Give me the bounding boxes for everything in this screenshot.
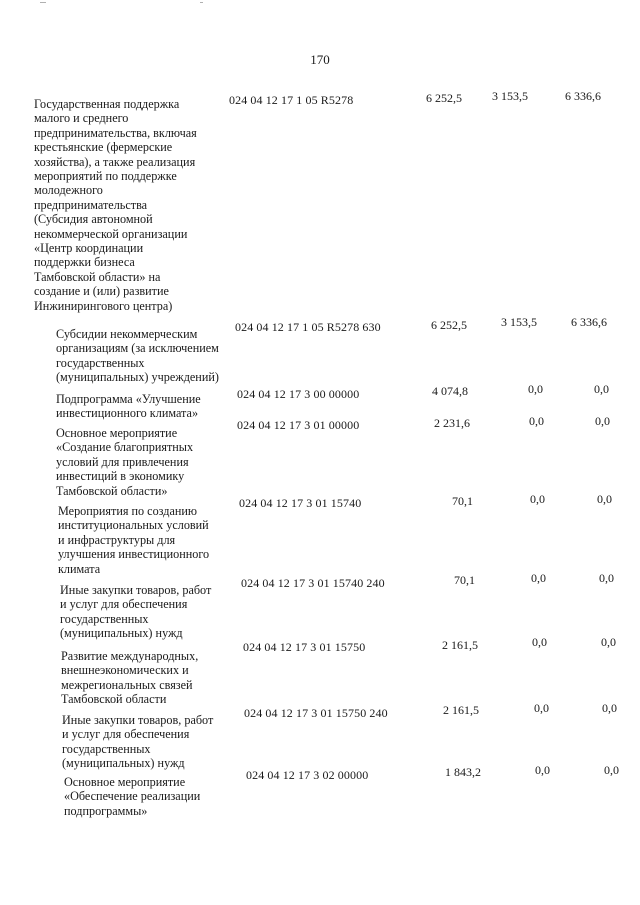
amount-year-2: 0,0 (528, 382, 543, 396)
row-code: 024 04 12 17 3 01 15750 (243, 640, 366, 654)
amount-year-3: 0,0 (594, 382, 609, 396)
row-name-line: Государственная поддержка (34, 97, 180, 111)
amount-year-3: 0,0 (595, 414, 610, 428)
row-name-line: Тамбовской области» (56, 483, 168, 498)
row-name-line: Мероприятия по созданию (58, 504, 198, 518)
row-name-line: Субсидии некоммерческим (56, 327, 198, 341)
row-name-line: инвестиционного климата» (56, 406, 199, 421)
amount-year-3: 0,0 (597, 492, 612, 506)
row-name-line: Тамбовской области (61, 692, 167, 707)
row-code: 024 04 12 17 3 01 15740 (239, 496, 362, 510)
amount-year-1: 70,1 (452, 494, 473, 508)
row-name (56, 426, 256, 498)
row-name-line: (Субсидия автономной (34, 212, 153, 227)
row-name (64, 775, 264, 818)
amount-year-1: 2 161,5 (442, 638, 478, 652)
amount-year-3: 0,0 (604, 763, 619, 777)
row-name-line: подпрограммы» (64, 803, 148, 818)
amount-year-3: 0,0 (602, 701, 617, 715)
row-name-line: Иные закупки товаров, работ (62, 713, 214, 727)
row-name-line: (муниципальных) нужд (62, 756, 185, 771)
row-name-line: молодежного (34, 183, 103, 198)
amount-year-2: 0,0 (530, 492, 545, 506)
amount-year-3: 0,0 (601, 635, 616, 649)
amount-year-3: 6 336,6 (565, 89, 601, 103)
row-name-line: условий для привлечения (56, 454, 189, 469)
amount-year-2: 0,0 (531, 571, 546, 585)
scan-artifact-mark (200, 2, 203, 3)
row-name (61, 649, 261, 707)
row-name-line: и услуг для обеспечения (60, 597, 188, 612)
row-name-line: предпринимательства, включая (34, 125, 197, 140)
row-name (34, 97, 234, 313)
row-name-line: инвестиций в экономику (56, 469, 185, 484)
page-number: 170 (310, 52, 330, 67)
row-name-line: Иные закупки товаров, работ (60, 583, 212, 597)
row-name-line: «Обеспечение реализации (64, 789, 201, 804)
row-code: 024 04 12 17 3 01 00000 (237, 418, 360, 432)
row-name-line: внешнеэкономических и (61, 663, 189, 678)
row-name-line: улучшения инвестиционного (58, 547, 210, 562)
amount-year-2: 0,0 (532, 635, 547, 649)
row-name-line: (муниципальных) учреждений) (56, 370, 219, 385)
amount-year-3: 0,0 (599, 571, 614, 585)
row-code: 024 04 12 17 1 05 R5278 630 (235, 320, 381, 334)
amount-year-1: 6 252,5 (431, 318, 467, 332)
row-name (58, 504, 258, 576)
row-name-line: Основное мероприятие (56, 426, 178, 440)
row-name-line: «Создание благоприятных (56, 440, 194, 455)
row-name-line: организациям (за исключением (56, 341, 219, 356)
amount-year-1: 70,1 (454, 573, 475, 587)
row-name-line: и инфраструктуры для (58, 532, 176, 547)
row-name-line: малого и среднего (34, 111, 129, 126)
row-name-line: предпринимательства (34, 197, 148, 212)
amount-year-2: 0,0 (535, 763, 550, 777)
row-name-line: и услуг для обеспечения (62, 727, 190, 742)
row-name-line: мероприятий по поддержке (34, 169, 177, 184)
scan-artifact-mark (40, 2, 46, 3)
row-name-line: поддержки бизнеса (34, 255, 135, 270)
row-code: 024 04 12 17 1 05 R5278 (229, 93, 354, 107)
amount-year-2: 0,0 (534, 701, 549, 715)
row-name (60, 583, 260, 641)
row-code: 024 04 12 17 3 00 00000 (237, 387, 360, 401)
row-name-line: крестьянские (фермерские (34, 140, 173, 155)
amount-year-2: 3 153,5 (501, 315, 537, 329)
row-name-line: Инжинирингового центра) (34, 298, 173, 313)
row-name-line: некоммерческой организации (34, 226, 188, 241)
row-code: 024 04 12 17 3 02 00000 (246, 768, 369, 782)
amount-year-1: 6 252,5 (426, 91, 462, 105)
row-name-line: Развитие международных, (61, 649, 199, 663)
amount-year-3: 6 336,6 (571, 315, 607, 329)
row-name-line: межрегиональных связей (61, 677, 193, 692)
row-code: 024 04 12 17 3 01 15750 240 (244, 706, 388, 720)
amount-year-1: 2 231,6 (434, 416, 470, 430)
row-name-line: Тамбовской области» на (34, 269, 161, 284)
row-name-line: Подпрограмма «Улучшение (56, 392, 201, 406)
row-name-line: институциональных условий (58, 518, 209, 533)
amount-year-1: 4 074,8 (432, 384, 468, 398)
amount-year-2: 0,0 (529, 414, 544, 428)
row-name (56, 327, 256, 385)
row-name (56, 392, 256, 421)
row-code: 024 04 12 17 3 01 15740 240 (241, 576, 385, 590)
row-name-line: Основное мероприятие (64, 775, 186, 789)
row-name-line: создание и (или) развитие (34, 284, 169, 299)
row-name-line: государственных (60, 611, 149, 626)
row-name-line: (муниципальных) нужд (60, 626, 183, 641)
row-name-line: «Центр координации (34, 241, 144, 256)
row-name-line: хозяйства), а также реализация (34, 154, 196, 169)
row-name-line: государственных (56, 355, 145, 370)
row-name (62, 713, 262, 771)
row-name-line: климата (58, 561, 101, 576)
row-name-line: государственных (62, 741, 151, 756)
amount-year-2: 3 153,5 (492, 89, 528, 103)
amount-year-1: 2 161,5 (443, 703, 479, 717)
amount-year-1: 1 843,2 (445, 765, 481, 779)
